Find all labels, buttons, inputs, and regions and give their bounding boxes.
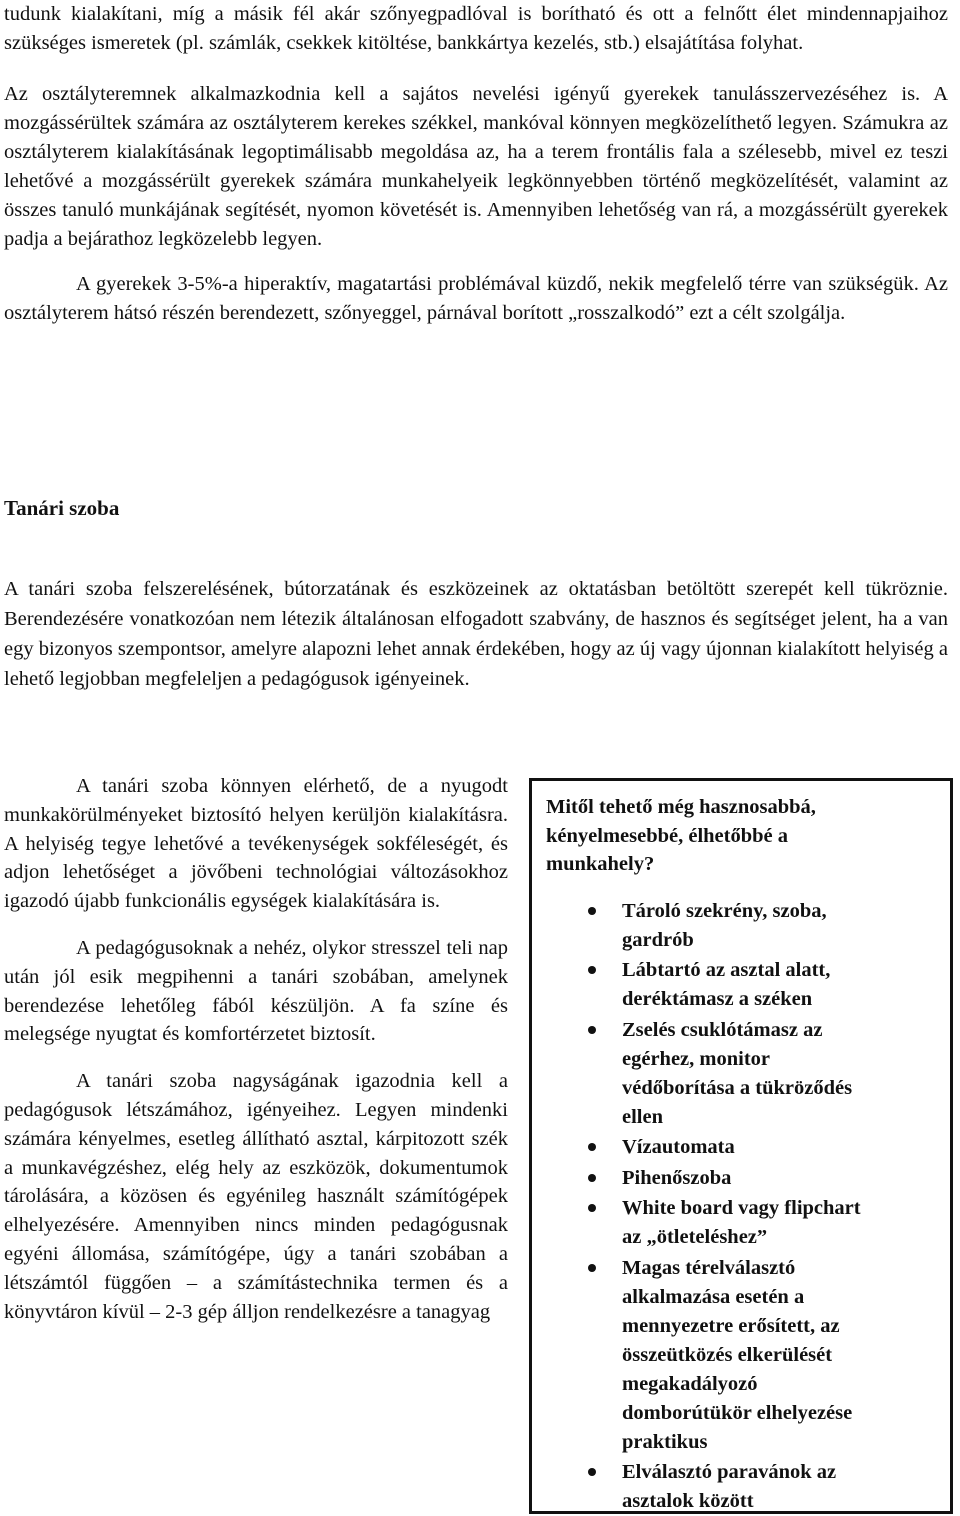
list-item — [546, 1164, 882, 1193]
paragraph-size: A tanári szoba nagyságának igazodnia kell a pedagógusok létszámához, igényeihez. Legyen mindenki számára kényelmes, esetleg állítható asztal, kárpitozott szék a munkavégzéshez, elég hely az eszközök, dokumentumok tárolására, a közösen és egyénileg használt számítógépek elhelyezésére. Amennyiben nincs minden pedagógusnak egyéni állomása, számítógépe, úgy a tanári szobában a létszámtól függően – a számítástechnika termen és a könyvtáron kívül – 2-3 gép álljon rendelkezésre a tanagyag — [4, 1070, 508, 1323]
bullet-icon — [588, 1468, 596, 1476]
list-item-text: Pihenőszoba — [622, 1166, 732, 1189]
bullet-icon — [588, 966, 596, 974]
list-item — [546, 956, 882, 1014]
left-column — [4, 772, 508, 1326]
tips-box-title: Mitől tehető még hasznosabbá, kényelmesebbé, élhetőbbé a munkahely? — [546, 796, 816, 875]
paragraph-hyperactive: A gyerekek 3-5%-a hiperaktív, magatartási problémával küzdő, nekik megfelelő térre van szükségük. Az osztályterem hátsó részén berendezett, szőnyeggel, párnával borított „rosszalkodó” ezt a célt szolgálja. — [4, 273, 948, 324]
tips-box — [529, 778, 953, 1514]
paragraph-rest: A pedagógusoknak a nehéz, olykor stresszel teli nap után jól esik megpihenni a tanári szobában, amelynek berendezése lehetőleg fából készüljön. A fa színe és melegsége nyugtat és komfortérzetet biztosít. — [4, 936, 508, 1046]
paragraph-special-needs: Az osztályteremnek alkalmazkodnia kell a sajátos nevelési igényű gyerekek tanulásszervezéséhez is. A mozgássérültek számára az osztályterem kerekes székkel, mankóval könnyen megközelíthető legyen. Számukra az osztályterem kialakításának legoptimálisabb megoldása az, ha a terem frontális fala a szélesebb, mivel ez teszi lehetővé a mozgássérült gyerekek számára munkahelyeik legkönnyebben történő megközelítését, valamint az összes tanuló munkájának segítését, nyomon követését is. Amennyiben lehetőség van rá, a mozgássérült gyerekek padja a bejárathoz legközelebb legyen. — [4, 83, 948, 250]
bullet-icon — [588, 1204, 596, 1212]
section-intro — [4, 574, 948, 694]
bullet-icon — [588, 907, 596, 915]
bullet-icon — [588, 1143, 596, 1151]
list-item — [546, 1254, 882, 1457]
list-item — [546, 1133, 882, 1162]
paragraph-continuation: tudunk kialakítani, míg a másik fél akár szőnyegpadlóval is borítható és ott a felnőtt élet mindennapjaihoz szükséges ismeretek (pl. számlák, csekkek kitöltése, bankkártya kezelés, stb.) elsajátítása folyhat. — [4, 3, 948, 54]
list-item-text: Lábtartó az asztal alatt, deréktámasz a széken — [622, 959, 831, 1010]
tips-list — [546, 897, 936, 1516]
list-item — [546, 897, 882, 955]
list-item-text: Vízautomata — [622, 1136, 735, 1158]
paragraph-intro: A tanári szoba felszerelésének, bútorzatának és eszközeinek az oktatásban betöltött szerepét kell tükröznie. Berendezésére vonatkozóan nem létezik általánosan elfogadott szabvány, de hasznos és segítséget jelent, ha a van egy bizonyos szempontsor, amelyre alapozni lehet annak érdekében, hogy az új vagy újonnan kialakított helyiség a lehető legjobban megfeleljen a pedagógusok igényeinek. — [4, 578, 948, 690]
section-heading: Tanári szoba — [4, 496, 120, 520]
list-item-text: Tároló szekrény, szoba, gardrób — [622, 899, 827, 951]
list-item-text: Zselés csuklótámasz az egérhez, monitor védőborítása a tükröződés ellen — [622, 1018, 853, 1128]
list-item — [546, 1016, 882, 1132]
list-item-text: Elválasztó paravánok az asztalok között — [622, 1461, 837, 1512]
bullet-icon — [588, 1174, 596, 1182]
list-item — [546, 1194, 882, 1252]
top-text-block — [4, 0, 948, 328]
bullet-icon — [588, 1264, 596, 1272]
list-item-text: Magas térelválasztó alkalmazása esetén a mennyezetre erősített, az összeütközés elkerülését megakadályozó domborútükör elhelyezése praktikus — [622, 1256, 853, 1453]
list-item-text: White board vagy flipchart az „ötleteléshez” — [622, 1197, 861, 1248]
paragraph-location: A tanári szoba könnyen elérhető, de a nyugodt munkakörülményeket biztosító helyen kerüljön kialakításra. A helyiség tegye lehetővé a tevékenységek sokféleségét, és adjon lehetőséget a jövőbeni technológiai változásokhoz igazodó újabb funkcionális egységek kialakítására is. — [4, 775, 508, 913]
list-item — [546, 1458, 882, 1516]
bullet-icon — [588, 1026, 596, 1034]
